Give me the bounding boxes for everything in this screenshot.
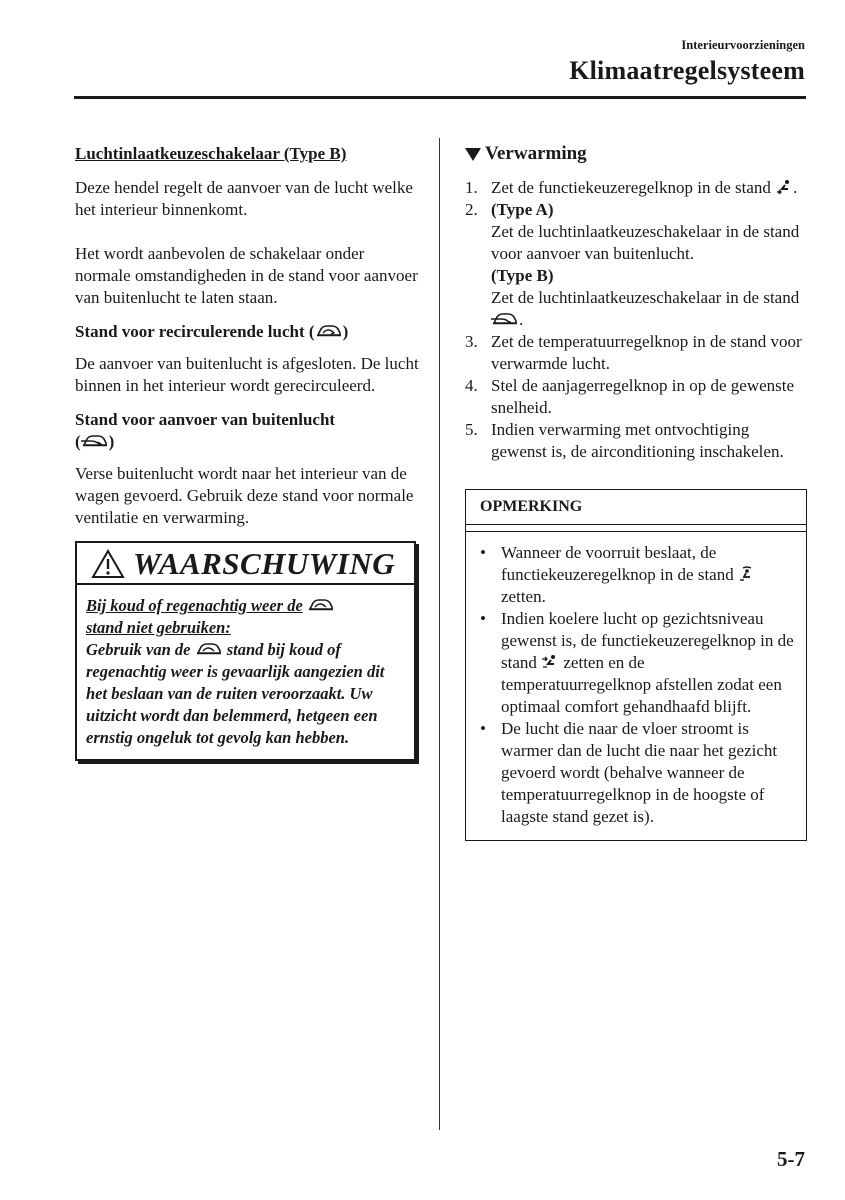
list-item: 4. Stel de aanjagerregelknop in op de gewenste snelheid.	[465, 376, 795, 417]
list-item: • Wanneer de voorruit beslaat, de functiekeuzeregelknop in de stand zetten.	[480, 542, 796, 608]
warning-box	[75, 541, 416, 761]
heating-heading: Verwarming	[465, 143, 807, 165]
recirculate-icon	[307, 597, 335, 613]
note-box	[465, 489, 807, 841]
fresh-air-text: Verse buitenlucht wordt naar het interieur van de wagen gevoerd. Gebruik deze stand voor normale ventilatie en verwarming.	[75, 464, 414, 527]
list-item: • Indien koelere lucht op gezichtsniveau gewenst is, de functiekeuzeregelknop in de stand zetten en de temperatuurregelknop afstellen zodat een optimaal comfort gehandhaafd blijft.	[480, 609, 794, 716]
triangle-marker-icon	[465, 148, 481, 161]
bi-level-icon	[541, 654, 559, 670]
warning-title: WAARSCHUWING	[77, 543, 414, 585]
recirc-text: De aanvoer van buitenlucht is afgesloten. De lucht binnen in het interieur wordt gerecirculeerd.	[75, 354, 419, 395]
header-section: Interieurvoorzieningen	[681, 38, 805, 52]
fresh-air-icon	[81, 433, 109, 449]
list-item: • De lucht die naar de vloer stroomt is warmer dan de lucht die naar het gezicht gevoerd wordt (behalve wanneer de temperatuurregelknop in de hoogste of laagste stand gezet is).	[480, 719, 778, 826]
floor-mode-icon	[775, 179, 793, 195]
recirculate-icon	[195, 641, 223, 657]
list-item: 1. Zet de functiekeuzeregelknop in de stand .	[465, 178, 798, 197]
left-column	[75, 143, 420, 761]
fresh-air-icon	[491, 311, 519, 327]
warning-body: Bij koud of regenachtig weer de stand niet gebruiken: Gebruik van de stand bij koud of regenachtig weer is gevaarlijk aangezien dit het beslaan van de ruiten veroorzaakt. Uw uitzicht wordt dan belemmerd, hetgeen een ernstig ongeluk tot gevolg kan hebben.	[86, 596, 385, 747]
header-rule	[74, 96, 806, 99]
list-item: 2. (Type A) Zet de luchtinlaatkeuzeschakelaar in de stand voor aanvoer van buitenlucht. (Type B) Zet de luchtinlaatkeuzeschakelaar in de stand .	[465, 200, 800, 329]
page-title: Klimaatregelsysteem	[569, 56, 805, 85]
section-heading: Luchtinlaatkeuzeschakelaar (Type B)	[75, 144, 347, 163]
column-divider	[439, 138, 440, 1130]
heating-steps	[465, 177, 807, 463]
list-item: 3. Zet de temperatuurregelknop in de stand voor verwarmde lucht.	[465, 332, 802, 373]
page-number: 5-7	[777, 1147, 805, 1171]
recommendation-paragraph: Het wordt aanbevolen de schakelaar onder normale omstandigheden in de stand voor aanvoer van buitenlucht te laten staan.	[75, 244, 418, 307]
floor-defrost-icon	[738, 566, 756, 582]
recirc-heading: Stand voor recirculerende lucht ( )	[75, 322, 349, 341]
note-body	[466, 531, 806, 840]
fresh-air-heading: Stand voor aanvoer van buitenlucht ( )	[75, 410, 336, 451]
list-item: 5. Indien verwarming met ontvochtiging gewenst is, de airconditioning inschakelen.	[465, 420, 784, 461]
right-column	[465, 143, 807, 841]
note-title: OPMERKING	[466, 490, 806, 525]
intro-paragraph: Deze hendel regelt de aanvoer van de lucht welke het interieur binnenkomt.	[75, 178, 413, 219]
warning-triangle-icon	[91, 549, 125, 579]
recirculate-icon	[315, 323, 343, 339]
